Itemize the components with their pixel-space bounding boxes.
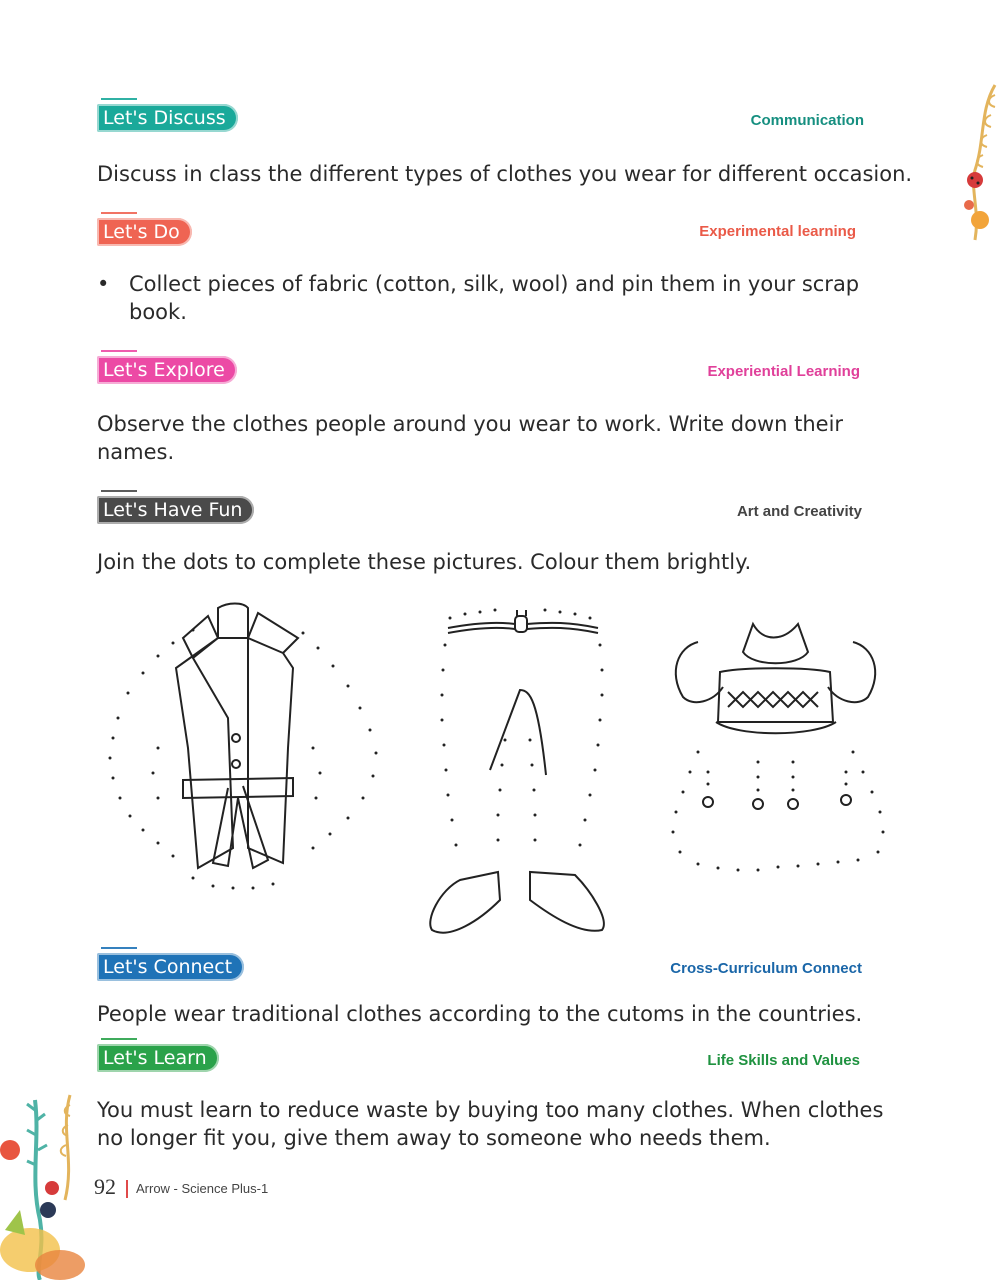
lets-have-fun-badge: Let's Have Fun bbox=[97, 496, 254, 524]
skill-communication: Communication bbox=[750, 112, 864, 129]
page-number: 92 bbox=[94, 1174, 116, 1199]
floral-decoration-top-right bbox=[955, 80, 1002, 250]
footer-divider bbox=[126, 1180, 128, 1198]
discuss-text: Discuss in class the different types of clothes you wear for different occasion. bbox=[97, 162, 913, 186]
lets-do-badge: Let's Do bbox=[97, 218, 192, 246]
explore-text: Observe the clothes people around you wear to work. Write down their names. bbox=[97, 412, 844, 464]
coat-dot-drawing bbox=[98, 598, 388, 898]
skill-life-skills-and-values: Life Skills and Values bbox=[707, 1052, 860, 1069]
trousers-dot-drawing bbox=[420, 600, 620, 940]
learn-text: You must learn to reduce waste by buying too many clothes. When clothes no longer fit you, give them away to someone who needs them. bbox=[97, 1098, 884, 1150]
skill-cross-curriculum-connect: Cross-Curriculum Connect bbox=[670, 960, 862, 977]
lets-learn-badge: Let's Learn bbox=[97, 1044, 219, 1072]
lets-explore-badge: Let's Explore bbox=[97, 356, 237, 384]
do-bullet-text: Collect pieces of fabric (cotton, silk, wool) and pin them in your scrap book. bbox=[129, 272, 860, 324]
frock-dot-drawing bbox=[658, 612, 898, 882]
lets-discuss-badge: Let's Discuss bbox=[97, 104, 238, 132]
bullet-symbol: • bbox=[97, 272, 110, 296]
skill-experiential-learning: Experiential Learning bbox=[707, 363, 860, 380]
fun-text: Join the dots to complete these pictures. Colour them brightly. bbox=[97, 550, 752, 574]
skill-art-and-creativity: Art and Creativity bbox=[736, 503, 862, 520]
book-title: Arrow - Science Plus-1 bbox=[136, 1181, 269, 1196]
skill-experimental-learning: Experimental learning bbox=[699, 223, 856, 240]
floral-decoration-bottom-left bbox=[0, 1090, 95, 1280]
connect-text: People wear traditional clothes according to the cutoms in the countries. bbox=[97, 1002, 863, 1026]
do-bullet-item bbox=[97, 270, 897, 326]
lets-connect-badge: Let's Connect bbox=[97, 953, 244, 981]
